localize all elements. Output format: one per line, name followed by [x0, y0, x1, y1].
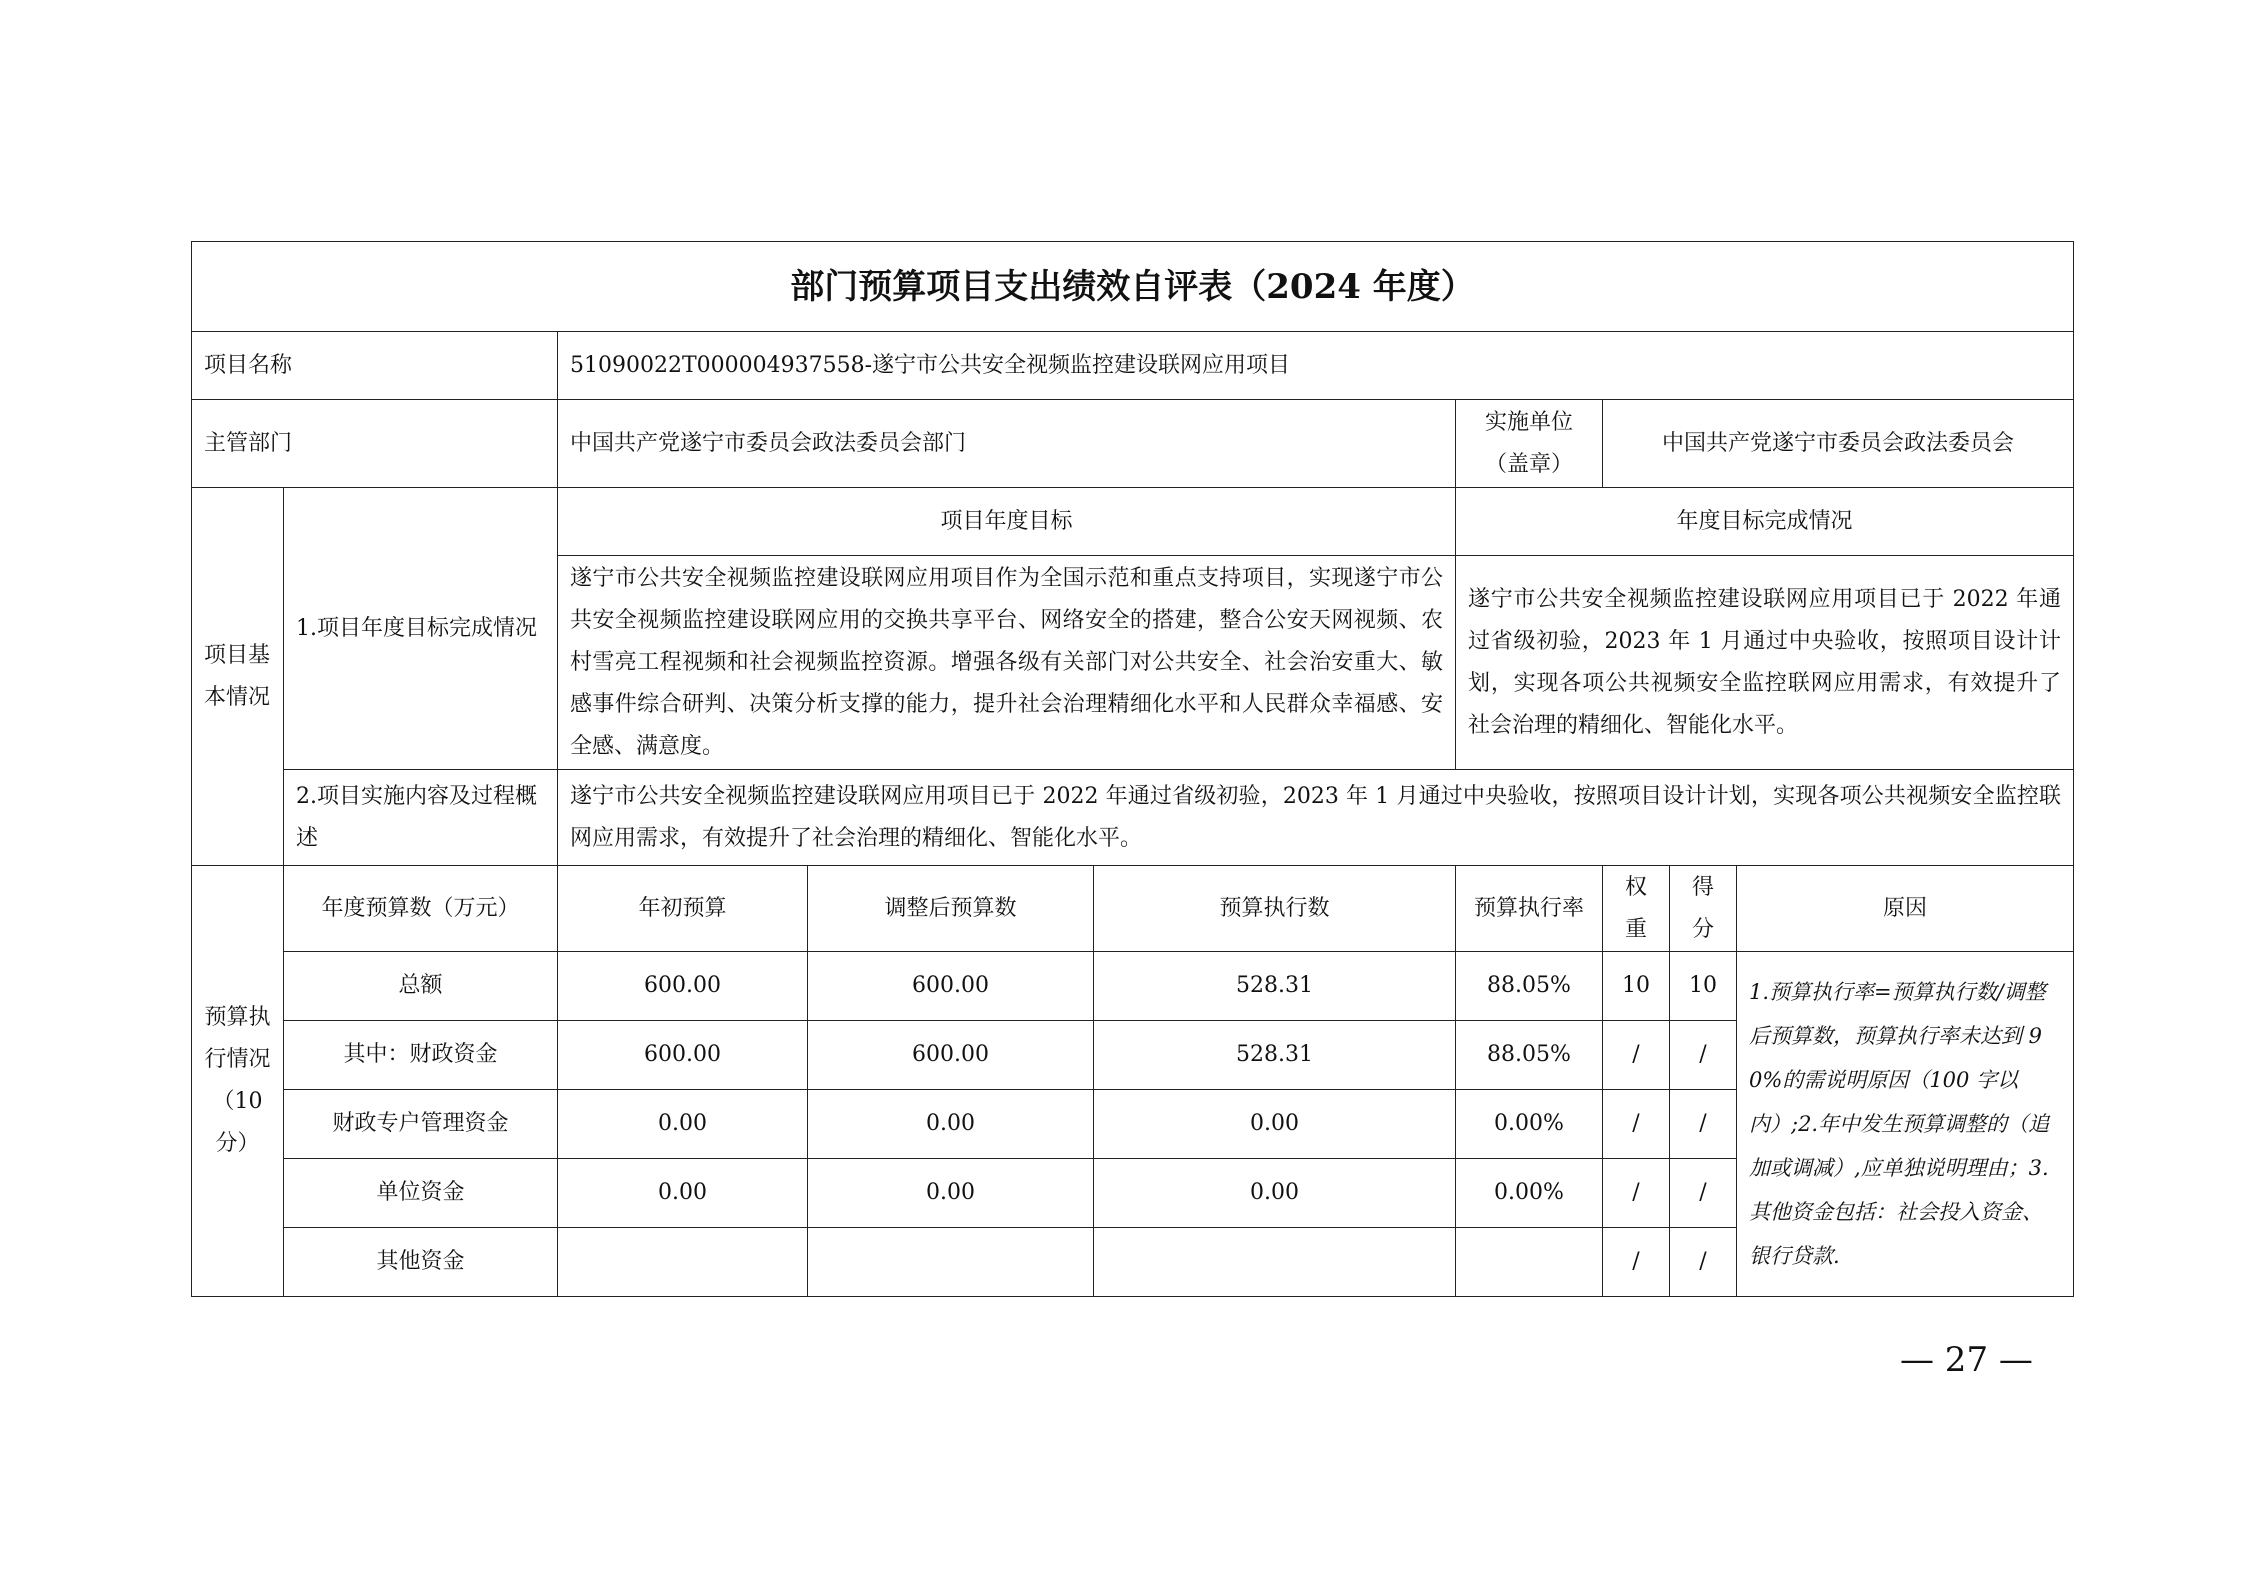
reason-note: 1.预算执行率=预算执行数/调整后预算数，预算执行率未达到 90%的需说明原因（100 字以内）;2.年中发生预算调整的（追加或调减）,应单独说明理由；3.其他资金包括：社会投入资金、银行贷款.	[1737, 952, 2074, 1297]
project-name-value: 51090022T000004937558-遂宁市公共安全视频监控建设联网应用项目	[558, 332, 2074, 400]
budget-row-label: 总额	[284, 952, 558, 1021]
executed-value: 0.00	[1094, 1090, 1456, 1159]
initial-value: 0.00	[558, 1159, 808, 1228]
executed-value: 0.00	[1094, 1159, 1456, 1228]
rate-value	[1456, 1228, 1603, 1297]
header-execution-rate: 预算执行率	[1456, 866, 1603, 952]
completion-text: 遂宁市公共安全视频监控建设联网应用项目已于 2022 年通过省级初验，2023 年 1 月通过中央验收，按照项目设计计划，实现各项公共视频安全监控联网应用需求，有效提升了社会治理的精细化、智能化水平。	[1456, 556, 2074, 770]
adjusted-value: 600.00	[808, 952, 1094, 1021]
adjusted-value: 0.00	[808, 1090, 1094, 1159]
budget-row-label: 财政专户管理资金	[284, 1090, 558, 1159]
dept-value: 中国共产党遂宁市委员会政法委员会部门	[558, 400, 1456, 488]
rate-value: 88.05%	[1456, 952, 1603, 1021]
adjusted-value: 0.00	[808, 1159, 1094, 1228]
goal-header: 项目年度目标	[558, 488, 1456, 556]
score-value: /	[1670, 1021, 1737, 1090]
initial-value: 600.00	[558, 952, 808, 1021]
executed-value: 528.31	[1094, 952, 1456, 1021]
initial-value	[558, 1228, 808, 1297]
completion-header: 年度目标完成情况	[1456, 488, 2074, 556]
header-reason: 原因	[1737, 866, 2074, 952]
table-row	[192, 952, 2074, 1021]
impl-unit-label: 实施单位（盖章）	[1456, 400, 1603, 488]
dept-label: 主管部门	[192, 400, 558, 488]
initial-value: 0.00	[558, 1090, 808, 1159]
rate-value: 0.00%	[1456, 1090, 1603, 1159]
header-executed-budget: 预算执行数	[1094, 866, 1456, 952]
basic-section-label: 项目基本情况	[192, 488, 284, 866]
process-text: 遂宁市公共安全视频监控建设联网应用项目已于 2022 年通过省级初验，2023 年 1 月通过中央验收，按照项目设计计划，实现各项公共视频安全监控联网应用需求，有效提升了社会治理的精细化、智能化水平。	[558, 770, 2074, 866]
initial-value: 600.00	[558, 1021, 808, 1090]
impl-unit-value: 中国共产党遂宁市委员会政法委员会	[1603, 400, 2074, 488]
header-initial-budget: 年初预算	[558, 866, 808, 952]
process-row-label: 2.项目实施内容及过程概述	[284, 770, 558, 866]
score-value: /	[1670, 1090, 1737, 1159]
executed-value: 528.31	[1094, 1021, 1456, 1090]
weight-value: 10	[1603, 952, 1670, 1021]
budget-section-label: 预算执行情况（10 分）	[192, 866, 284, 1297]
budget-row-label: 其中：财政资金	[284, 1021, 558, 1090]
score-value: /	[1670, 1228, 1737, 1297]
weight-value: /	[1603, 1090, 1670, 1159]
score-value: /	[1670, 1159, 1737, 1228]
rate-value: 88.05%	[1456, 1021, 1603, 1090]
goal-row-label: 1.项目年度目标完成情况	[284, 488, 558, 770]
budget-row-label: 其他资金	[284, 1228, 558, 1297]
budget-row-label: 单位资金	[284, 1159, 558, 1228]
weight-value: /	[1603, 1021, 1670, 1090]
adjusted-value	[808, 1228, 1094, 1297]
header-weight: 权重	[1603, 866, 1670, 952]
header-adjusted-budget: 调整后预算数	[808, 866, 1094, 952]
score-value: 10	[1670, 952, 1737, 1021]
weight-value: /	[1603, 1159, 1670, 1228]
weight-value: /	[1603, 1228, 1670, 1297]
rate-value: 0.00%	[1456, 1159, 1603, 1228]
page-number: — 27 —	[1900, 1340, 2033, 1380]
header-annual-budget: 年度预算数（万元）	[284, 866, 558, 952]
header-score: 得分	[1670, 866, 1737, 952]
performance-evaluation-table	[191, 241, 2074, 1297]
adjusted-value: 600.00	[808, 1021, 1094, 1090]
goal-text: 遂宁市公共安全视频监控建设联网应用项目作为全国示范和重点支持项目，实现遂宁市公共安全视频监控建设联网应用的交换共享平台、网络安全的搭建，整合公安天网视频、农村雪亮工程视频和社会视频监控资源。增强各级有关部门对公共安全、社会治安重大、敏感事件综合研判、决策分析支撑的能力，提升社会治理精细化水平和人民群众幸福感、安全感、满意度。	[558, 556, 1456, 770]
project-name-label: 项目名称	[192, 332, 558, 400]
executed-value	[1094, 1228, 1456, 1297]
form-title: 部门预算项目支出绩效自评表（2024 年度）	[192, 242, 2074, 332]
